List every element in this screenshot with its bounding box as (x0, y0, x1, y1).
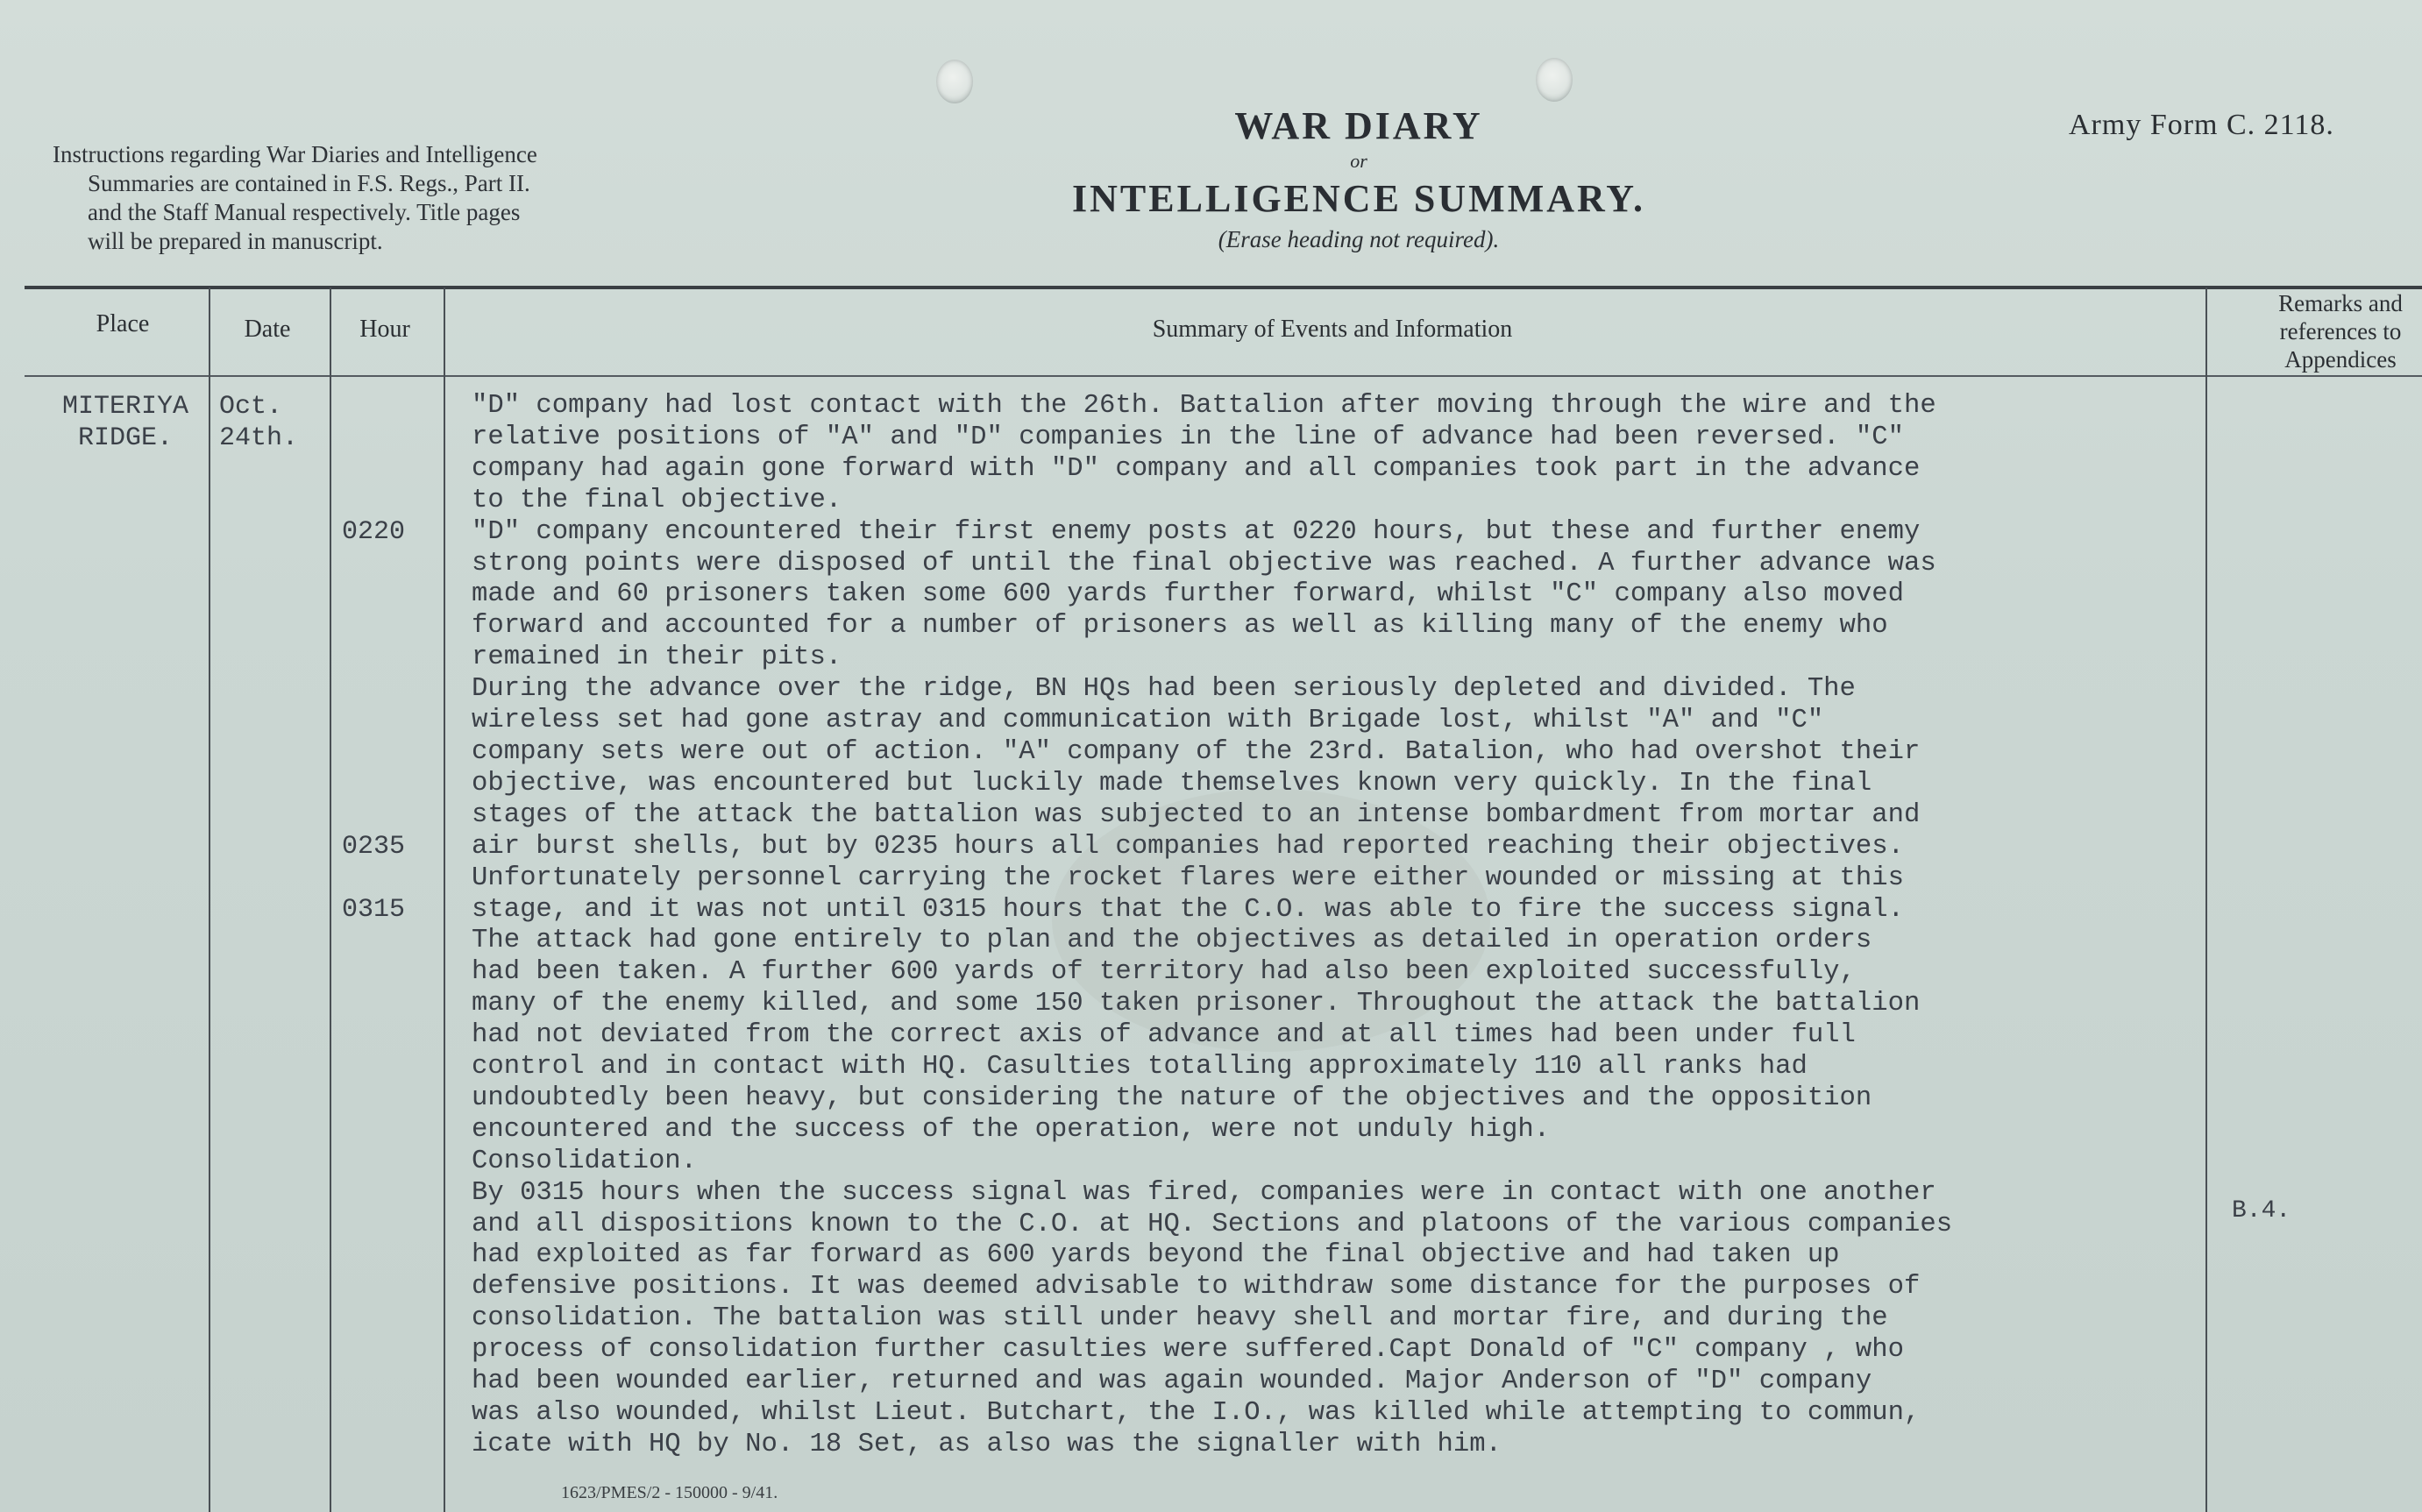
summary-line: encountered and the success of the operation, were not unduly high. (472, 1114, 1551, 1145)
punch-hole-right (1536, 58, 1573, 102)
place-line: MITERIYA (61, 392, 189, 422)
entry-remark: B.4. (2232, 1197, 2291, 1225)
title-war-diary: WAR DIARY (1234, 104, 1483, 147)
title-intelligence-summary: INTELLIGENCE SUMMARY. (1072, 177, 1645, 220)
summary-line: forward and accounted for a number of prisoners as well as killing many of the enemy who (472, 611, 1888, 642)
column-divider (209, 287, 210, 1512)
column-header-rule (25, 375, 2422, 377)
document-title (877, 103, 1841, 253)
instructions-line: Summaries are contained in F.S. Regs., Part II. (88, 170, 530, 196)
title-or: or (1350, 150, 1367, 172)
summary-line: company had again gone forward with "D" company and all companies took part in the advance (472, 453, 1921, 484)
header-rule (25, 286, 2422, 289)
instructions-line: Instructions regarding War Diaries and Intelligence (53, 141, 537, 167)
column-divider (330, 287, 331, 1512)
remarks-header-line: Appendices (2284, 346, 2397, 373)
summary-line: and all dispositions known to the C.O. at HQ. Sections and platoons of the various companies (472, 1209, 1953, 1239)
instructions-line: will be prepared in manuscript. (88, 228, 383, 254)
instructions-note (53, 140, 719, 256)
summary-line: had not deviated from the correct axis of advance and at all times had been under full (472, 1020, 1856, 1051)
erase-note: (Erase heading not required). (1218, 226, 1500, 252)
summary-line: had exploited as far forward as 600 yards beyond the final objective and had taken up (472, 1240, 1840, 1271)
summary-line: "D" company encountered their first enemy posts at 0220 hours, but these and further enemy (472, 516, 1921, 547)
summary-line: made and 60 prisoners taken some 600 yards further forward, whilst "C" company also moved (472, 579, 1904, 610)
summary-line: control and in contact with HQ. Casulties totalling approximately 110 all ranks had (472, 1052, 1808, 1083)
column-header-place: Place (96, 310, 150, 337)
date-line: Oct. (219, 392, 283, 422)
summary-line: undoubtedly been heavy, but considering the nature of the objectives and the opposition (472, 1083, 1872, 1113)
summary-line: process of consolidation further casulties were suffered.Capt Donald of "C" company , who (472, 1335, 1904, 1366)
remarks-header-line: Remarks and (2278, 290, 2403, 316)
summary-line: many of the enemy killed, and some 150 taken prisoner. Throughout the attack the battalion (472, 989, 1921, 1019)
column-header-date: Date (244, 316, 291, 343)
summary-line: to the final objective. (472, 485, 842, 515)
form-print-code: 1623/PMES/2 - 150000 - 9/41. (561, 1483, 778, 1502)
summary-line: air burst shells, but by 0235 hours all companies had reported reaching their objectives. (472, 831, 1904, 862)
date-line: 24th. (219, 423, 299, 453)
form-number: Army Form C. 2118. (2069, 109, 2334, 141)
summary-line: Consolidation. (472, 1146, 698, 1176)
summary-line: The attack had gone entirely to plan and the objectives as detailed in operation orders (472, 926, 1872, 956)
column-divider (444, 287, 445, 1512)
remarks-header-line: references to (2279, 318, 2402, 344)
entry-date (219, 391, 298, 454)
entry-place (51, 391, 200, 454)
summary-line: had been taken. A further 600 yards of territory had also been exploited successfully, (472, 957, 1856, 988)
place-line: RIDGE. (77, 423, 174, 453)
summary-line: relative positions of "A" and "D" companies in the line of advance had been reversed. "C" (472, 422, 1904, 452)
instructions-line: and the Staff Manual respectively. Title pages (88, 199, 521, 225)
summary-line: had been wounded earlier, returned and was again wounded. Major Anderson of "D" company (472, 1366, 1872, 1397)
entry-hour: 0235 (342, 832, 406, 862)
summary-line: objective, was encountered but luckily made themselves known very quickly. In the final (472, 768, 1872, 799)
column-header-remarks (2244, 289, 2422, 373)
summary-line: stages of the attack the battalion was subjected to an intense bombardment from mortar and (472, 799, 1921, 830)
summary-line: company sets were out of action. "A" company of the 23rd. Batalion, who had overshot their (472, 736, 1921, 767)
summary-text (472, 391, 2234, 1461)
summary-line: defensive positions. It was deemed advisable to withdraw some distance for the purposes of (472, 1272, 1921, 1303)
summary-line: remained in their pits. (472, 642, 842, 673)
summary-line: strong points were disposed of until the final objective was reached. A further advance was (472, 548, 1936, 579)
punch-hole-left (936, 60, 973, 103)
summary-line: icate with HQ by No. 18 Set, as also was the signaller with him. (472, 1429, 1502, 1459)
entry-hour: 0220 (342, 517, 406, 547)
column-header-hour: Hour (359, 316, 410, 343)
summary-line: Unfortunately personnel carrying the rocket flares were either wounded or missing at this (472, 862, 1904, 893)
summary-line: "D" company had lost contact with the 26th. Battalion after moving through the wire and the (472, 391, 1936, 421)
summary-line: By 0315 hours when the success signal was fired, companies were in contact with one another (472, 1177, 1936, 1208)
summary-line: wireless set had gone astray and communication with Brigade lost, whilst "A" and "C" (472, 706, 1824, 736)
entry-hour: 0315 (342, 895, 406, 925)
summary-line: was also wounded, whilst Lieut. Butchart, the I.O., was killed while attempting to commun, (472, 1398, 1921, 1428)
summary-line: consolidation. The battalion was still under heavy shell and mortar fire, and during the (472, 1303, 1888, 1334)
summary-line: stage, and it was not until 0315 hours that the C.O. was able to fire the success signal. (472, 894, 1904, 925)
summary-line: During the advance over the ridge, BN HQs had been seriously depleted and divided. The (472, 674, 1856, 705)
column-header-summary: Summary of Events and Information (1152, 316, 1513, 343)
